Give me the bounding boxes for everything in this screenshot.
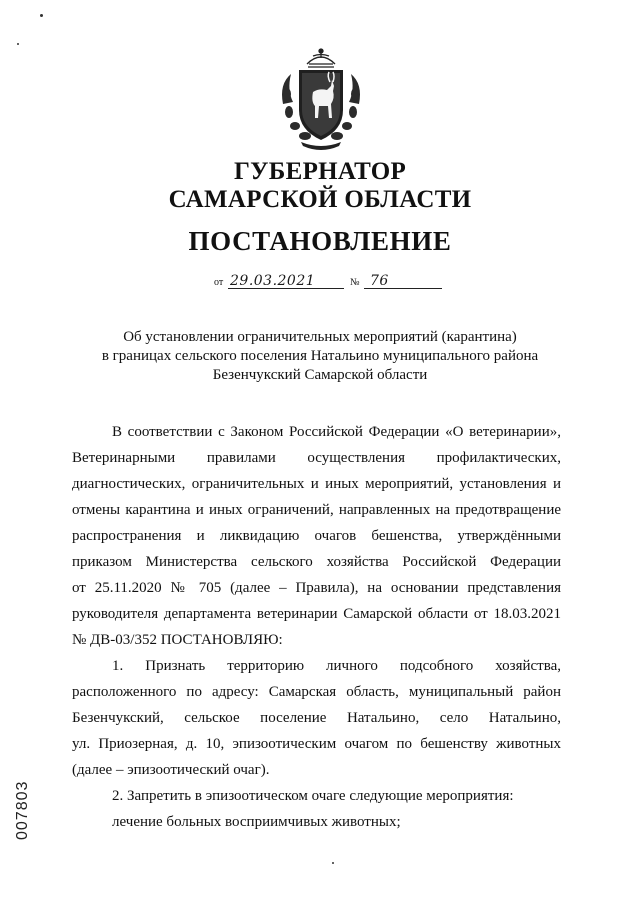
text-line: 2. Запретить в эпизоотическом очаге следующие мероприятия: [112, 788, 514, 804]
text-line: № ДВ-03/352 ПОСТАНОВЛЯЮ: [72, 632, 283, 648]
text-line: отмены карантина и иных ограничений, направленных на предотвращение [72, 502, 561, 518]
clause-2-paragraph [72, 783, 561, 809]
clause-1-paragraph [72, 653, 561, 783]
date-label: от [214, 277, 224, 288]
number-label: № [350, 277, 360, 288]
text-line: Безенчукский, сельское поселение Натальино, село Натальино, [72, 710, 561, 726]
scan-speck [332, 862, 334, 864]
text-line: В соответствии с Законом Российской Федерации «О ветеринарии», [112, 424, 561, 440]
text-line: диагностических, ограничительных и иных мероприятий, установления и [72, 476, 561, 492]
subject-line: Об установлении ограничительных мероприятий (карантина) [123, 329, 517, 345]
text-line: от 25.11.2020 № 705 (далее – Правила), на основании представления [72, 580, 561, 596]
number-value: 76 [370, 273, 389, 289]
coat-of-arms-icon [275, 44, 367, 152]
text-line: руководителя департамента ветеринарии Самарской области от 18.03.2021 [72, 606, 561, 622]
date-number-line [214, 271, 444, 291]
text-line: ул. Приозерная, д. 10, эпизоотическим очагом по бешенству животных [72, 736, 561, 752]
subject-line: в границах сельского поселения Натальино муниципального района [101, 348, 539, 364]
document-body [72, 419, 561, 835]
issuer-title-line1: ГУБЕРНАТОР [233, 158, 407, 185]
scan-speck [17, 43, 19, 45]
text-line: (далее – эпизоотический очаг). [72, 762, 270, 778]
document-subject [60, 328, 580, 385]
text-line: лечение больных восприимчивых животных; [112, 814, 401, 830]
text-line: Ветеринарными правилами осуществления профилактических, [72, 450, 561, 466]
text-line: приказом Министерства сельского хозяйства Российской Федерации [72, 554, 561, 570]
clause-2-item [72, 809, 561, 835]
text-line: распространения и ликвидацию очагов бешенства, утверждёнными [72, 528, 561, 544]
scan-speck [40, 14, 43, 17]
subject-line: Безенчукский Самарской области [212, 367, 428, 383]
document-type: ПОСТАНОВЛЕНИЕ [188, 226, 452, 256]
issuer-title-line2: САМАРСКОЙ ОБЛАСТИ [168, 186, 472, 213]
text-line: 1. Признать территорию личного подсобного хозяйства, [112, 658, 561, 674]
preamble-paragraph [72, 419, 561, 653]
text-line: расположенного по адресу: Самарская область, муниципальный район [72, 684, 561, 700]
registration-code: 007803 [14, 780, 31, 840]
date-value: 29.03.2021 [230, 273, 316, 289]
